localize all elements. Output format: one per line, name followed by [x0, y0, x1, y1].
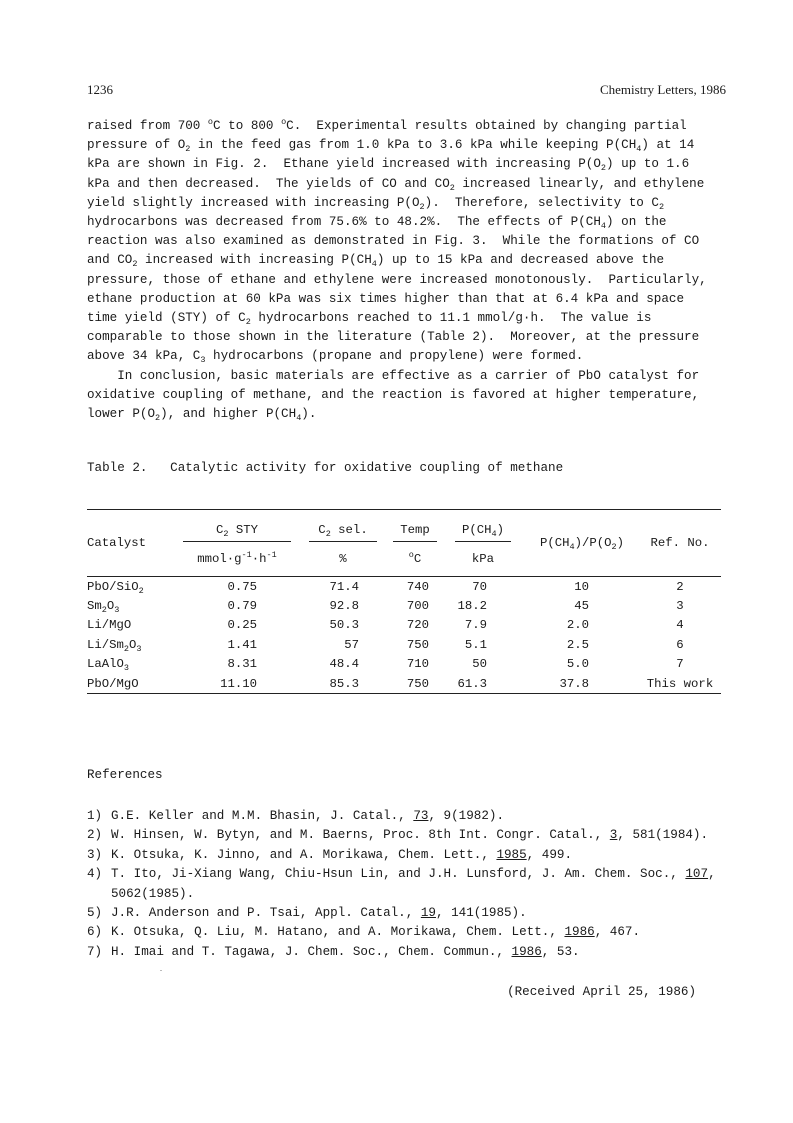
reference-item: 6) K. Otsuka, Q. Liu, M. Hatano, and A. Morikawa, Chem. Lett., 1986, 467. — [87, 923, 737, 942]
cell-pch4: 5.1 — [464, 637, 487, 652]
cell-pch4: 7.9 — [464, 618, 487, 633]
reference-number: 6) — [87, 925, 103, 940]
cell-sty: 0.75 — [227, 579, 257, 594]
cell-catalyst: Li/MgO — [87, 618, 132, 633]
header-c2-sel: $C_2$ sel. — [309, 523, 377, 542]
cell-pch4: 50 — [472, 657, 487, 672]
cell-temp: 740 — [406, 579, 429, 594]
table-row — [87, 674, 721, 694]
reference-number: 1) — [87, 809, 103, 823]
cell-pch4: 18.2 — [457, 599, 487, 614]
header-pch4: $P(CH_4)$ — [455, 523, 511, 542]
reference-item: 4) T. Ito, Ji-Xiang Wang, Chiu-Hsun Lin, and J.H. Lunsford, J. Am. Chem. Soc., 107, 5062(1985). — [87, 867, 716, 901]
cell-ratio: 45 — [574, 599, 589, 614]
header-c2-sty: $C_2$ STY — [183, 523, 291, 542]
cell-sty: 0.79 — [227, 599, 257, 614]
cell-sel: 85.3 — [329, 676, 359, 691]
unit-sty: $mmol\cdot g^{-1}\cdot h^{-1}$ — [197, 550, 277, 566]
cell-sel: 50.3 — [329, 618, 359, 633]
cell-temp: 700 — [406, 599, 429, 614]
page-number: 1236 — [87, 82, 113, 97]
unit-temp: $^o$C — [408, 550, 422, 566]
body-text — [87, 117, 727, 424]
reference-number: 2) — [87, 828, 103, 843]
reference-number: 3) — [87, 847, 103, 862]
page-speck — [160, 970, 162, 971]
cell-ref: 2 — [676, 579, 684, 594]
catalytic-activity-table — [87, 509, 721, 694]
cell-catalyst: $Li/Sm_2O_3$ — [87, 637, 142, 654]
cell-ref: 7 — [676, 657, 684, 672]
cell-sel: 71.4 — [329, 579, 359, 594]
cell-ratio: 2.0 — [566, 618, 589, 633]
cell-sel: 92.8 — [329, 599, 359, 614]
reference-item: 5) J.R. Anderson and P. Tsai, Appl. Catal., 19, 141(1985). — [87, 904, 737, 923]
cell-ratio: 10 — [574, 579, 589, 594]
cell-ref: 6 — [676, 637, 684, 652]
table-caption: Table 2. Catalytic activity for oxidative coupling of methane — [87, 461, 564, 475]
table-body — [87, 577, 721, 694]
cell-ratio: 2.5 — [566, 637, 589, 652]
table-row — [87, 596, 721, 615]
reference-number: 7) — [87, 944, 103, 959]
header-ref-no: Ref. No. — [650, 536, 710, 550]
cell-temp: 720 — [406, 618, 429, 633]
references-title: References — [87, 768, 163, 782]
reference-item: 2) W. Hinsen, W. Bytyn, and M. Baerns, Proc. 8th Int. Congr. Catal., 3, 581(1984). — [87, 826, 737, 845]
cell-catalyst: PbO/MgO — [87, 676, 139, 691]
received-date: (Received April 25, 1986) — [507, 985, 696, 999]
cell-temp: 710 — [406, 657, 429, 672]
references-list — [87, 807, 737, 962]
cell-ratio: 5.0 — [566, 657, 589, 672]
cell-temp: 750 — [406, 637, 429, 652]
cell-sel: 48.4 — [329, 657, 359, 672]
journal-name: Chemistry Letters, 1986 — [599, 82, 726, 97]
paragraph-results: raised from 700 $^o$C to 800 $^o$C. Experimental results obtained by changing partial pressure of $O_2$ in the feed gas from 1.0 kPa to 3.6 kPa while keeping $P(CH_4)$ at 14 kPa are shown in Fig. 2. Ethane yield increased with increasing $P(O_2)$ up to 1.6 kPa and then decreased. The yields of CO and $CO_2$ increased linearly, and ethylene yield slightly increased with increasing $P(O_2)$. Therefore, selectivity to $C_2$ hydrocarbons was decreased from 75.6% to 48.2%. The effects of $P(CH_4)$ on the reaction was also examined as demonstrated in Fig. 3. While the formations of CO and $CO_2$ increased with increasing $P(CH_4)$ up to 15 kPa and decreased above the pressure, those of ethane and ethylene were increased monotonously. Particularly, ethane production at 60 kPa was six times higher than that at 6.4 kPa and space time yield (STY) of $C_2$ hydrocarbons reached to 11.1 mmol/g·h. The value is comparable to those shown in the literature (Table 2). Moreover, at the pressure above 34 kPa, $C_3$ hydrocarbons (propane and propylene) were formed. — [87, 117, 707, 366]
cell-catalyst: LaAlO$_3$ — [87, 657, 130, 674]
unit-sel: % — [339, 552, 347, 566]
cell-temp: 750 — [406, 676, 429, 691]
table-row — [87, 655, 721, 674]
unit-pch4: kPa — [471, 552, 495, 566]
cell-sty: 1.41 — [227, 637, 257, 652]
reference-item: 7) H. Imai and T. Tagawa, J. Chem. Soc., Chem. Commun., 1986, 53. — [87, 943, 737, 962]
cell-catalyst: $Sm_2O_3$ — [87, 599, 120, 616]
reference-number: 5) — [87, 906, 103, 921]
paragraph-conclusion: In conclusion, basic materials are effective as a carrier of PbO catalyst for oxidative coupling of methane, and the reaction is favored at higher temperature, lower $P(O_2)$, and higher $P(CH_4)$. — [87, 368, 700, 424]
cell-catalyst: PbO/SiO$_2$ — [87, 579, 144, 596]
table-header-row — [87, 510, 721, 543]
cell-sty: 8.31 — [227, 657, 257, 672]
header-catalyst: Catalyst — [87, 536, 147, 550]
cell-sel: 57 — [344, 637, 359, 652]
cell-ref: 3 — [676, 599, 684, 614]
cell-ref: This work — [646, 676, 714, 691]
reference-item: 1) G.E. Keller and M.M. Bhasin, J. Catal., 73, 9(1982). — [87, 807, 737, 826]
reference-number: 4) — [87, 867, 103, 882]
reference-item: 3) K. Otsuka, K. Jinno, and A. Morikawa, Chem. Lett., 1985, 499. — [87, 846, 737, 865]
table-row — [87, 635, 721, 654]
table-row — [87, 616, 721, 635]
cell-pch4: 70 — [472, 579, 487, 594]
table-row — [87, 577, 721, 597]
cell-ref: 4 — [676, 618, 684, 633]
cell-sty: 11.10 — [220, 676, 257, 691]
cell-ratio: 37.8 — [559, 676, 589, 691]
header-temp: Temp — [393, 523, 437, 542]
cell-sty: 0.25 — [227, 618, 257, 633]
header-ratio: $P(CH_4)/P(O_2)$ — [539, 536, 625, 552]
cell-pch4: 61.3 — [457, 676, 487, 691]
